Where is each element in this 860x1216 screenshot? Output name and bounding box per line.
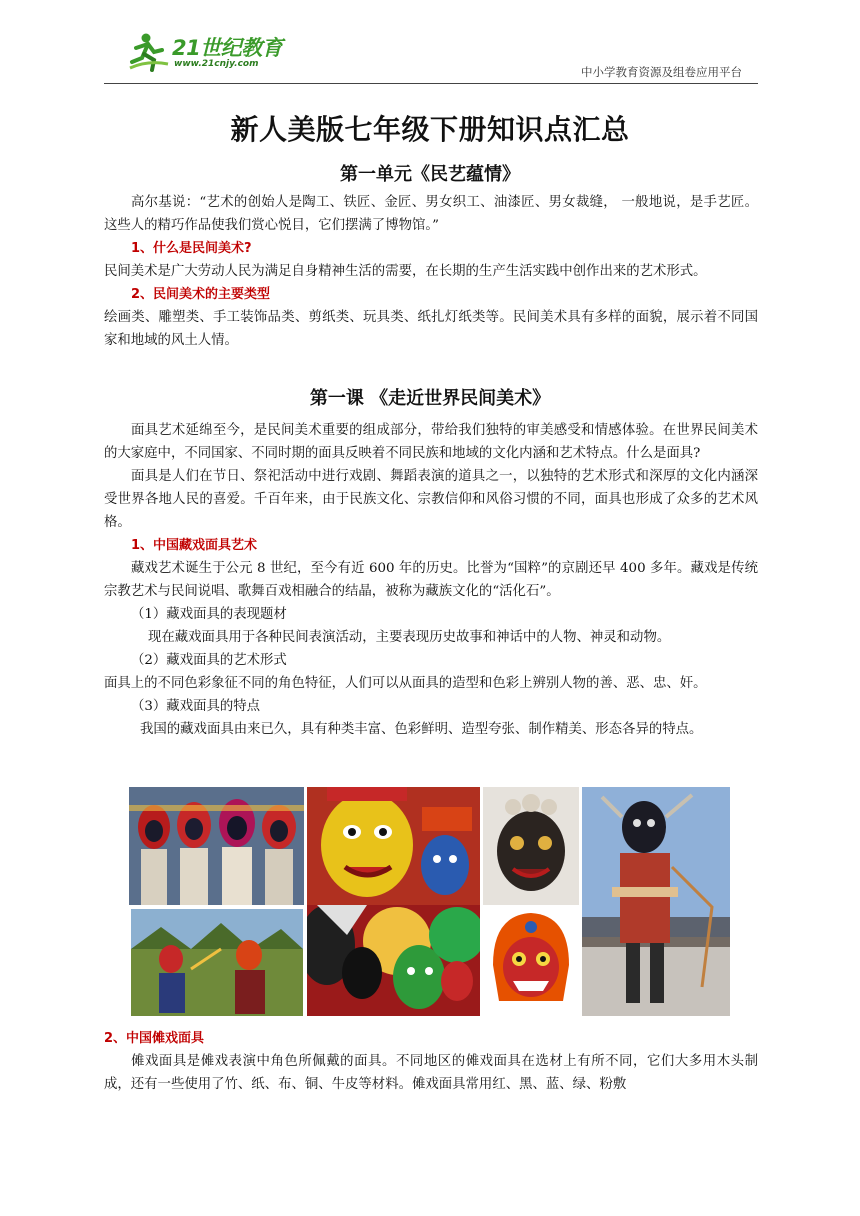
section-2-heading: 2、中国傩戏面具 xyxy=(104,1031,205,1046)
q1-heading: 1、什么是民间美术? xyxy=(131,241,252,256)
section-2 xyxy=(104,1027,758,1096)
section-1-paragraph: 藏戏艺术诞生于公元 8 世纪，至今有近 600 年的历史。比誉为“国粹”的京剧还早 400 多年。藏戏是传统宗教艺术与民间说唱、歌舞百戏相融合的结晶，被称为藏族文化的“活化石”。 xyxy=(104,561,758,599)
tibetan-dancers-photo xyxy=(129,787,304,905)
section-1-heading: 1、中国藏戏面具艺术 xyxy=(131,538,258,553)
unit-title: 第一单元《民艺蕴情》 xyxy=(340,164,520,185)
unit-intro xyxy=(104,191,758,352)
logo-text: 21世纪教育 xyxy=(172,36,283,60)
section-1-sub3: （3）藏戏面具的特点 xyxy=(131,699,261,714)
lesson-paragraph-1: 面具艺术延绵至今，是民间美术重要的组成部分，带给我们独特的审美感受和情感体验。在世界民间美术的大家庭中，不同国家、不同时期的面具反映着不同民族和地域的文化内涵和艺术特点。什么是面具? xyxy=(104,423,758,461)
page-title: 新人美版七年级下册知识点汇总 xyxy=(230,113,630,146)
platform-text: 中小学教育资源及组卷应用平台 xyxy=(581,65,742,79)
masked-dancer-photo xyxy=(582,787,730,1016)
lesson-body xyxy=(104,419,758,741)
dancers-outdoor-photo xyxy=(131,909,303,1016)
dark-mask-photo xyxy=(483,787,579,905)
ornate-mask-photo xyxy=(483,905,579,1016)
section-1-sub1-text: 现在藏戏面具用于各种民间表演活动，主要表现历史故事和神话中的人物、神灵和动物。 xyxy=(148,630,671,645)
section-1-sub3-text: 我国的藏戏面具由来已久，具有种类丰富、色彩鲜明、造型夸张、制作精美、形态各异的特点。 xyxy=(140,722,703,737)
section-1-sub1: （1）藏戏面具的表现题材 xyxy=(131,607,287,622)
yellow-mask-photo xyxy=(307,787,480,905)
section-1-sub2-text: 面具上的不同色彩象征不同的角色特征，人们可以从面具的造型和色彩上辨别人物的善、恶、忠、奸。 xyxy=(104,676,707,691)
lesson-title: 第一课 《走近世界民间美术》 xyxy=(309,388,551,409)
section-1-sub2: （2）藏戏面具的艺术形式 xyxy=(131,653,287,668)
q1-paragraph: 民间美术是广大劳动人民为满足自身精神生活的需要，在长期的生产生活实践中创作出来的艺术形式。 xyxy=(104,264,707,279)
section-2-paragraph: 傩戏面具是傩戏表演中角色所佩戴的面具。不同地区的傩戏面具在选材上有所不同，它们大多用木头制成，还有一些使用了竹、纸、布、铜、牛皮等材料。傩戏面具常用红、黑、蓝、绿、粉敷 xyxy=(104,1054,758,1092)
quote-paragraph: 高尔基说：“艺术的创始人是陶工、铁匠、金匠、男女织工、油漆匠、男女裁缝， 一般地说，是手艺匠。这些人的精巧作品使我们赏心悦目，它们摆满了博物馆。” xyxy=(104,195,758,233)
logo-url: www.21cnjy.com xyxy=(174,59,259,69)
logo xyxy=(128,30,298,74)
header-divider xyxy=(104,83,758,84)
q2-heading: 2、民间美术的主要类型 xyxy=(131,287,271,302)
lesson-paragraph-2: 面具是人们在节日、祭祀活动中进行戏剧、舞蹈表演的道具之一，以独特的艺术形式和深厚的文化内涵深受世界各地人民的喜爱。千百年来，由于民族文化、宗教信仰和风俗习惯的不同，面具也形成了众多的艺术风格。 xyxy=(104,469,758,530)
colorful-masks-photo xyxy=(307,905,480,1016)
q2-paragraph: 绘画类、雕塑类、手工装饰品类、剪纸类、玩具类、纸扎灯纸类等。民间美术具有多样的面貌，展示着不同国家和地域的风土人情。 xyxy=(104,310,758,348)
